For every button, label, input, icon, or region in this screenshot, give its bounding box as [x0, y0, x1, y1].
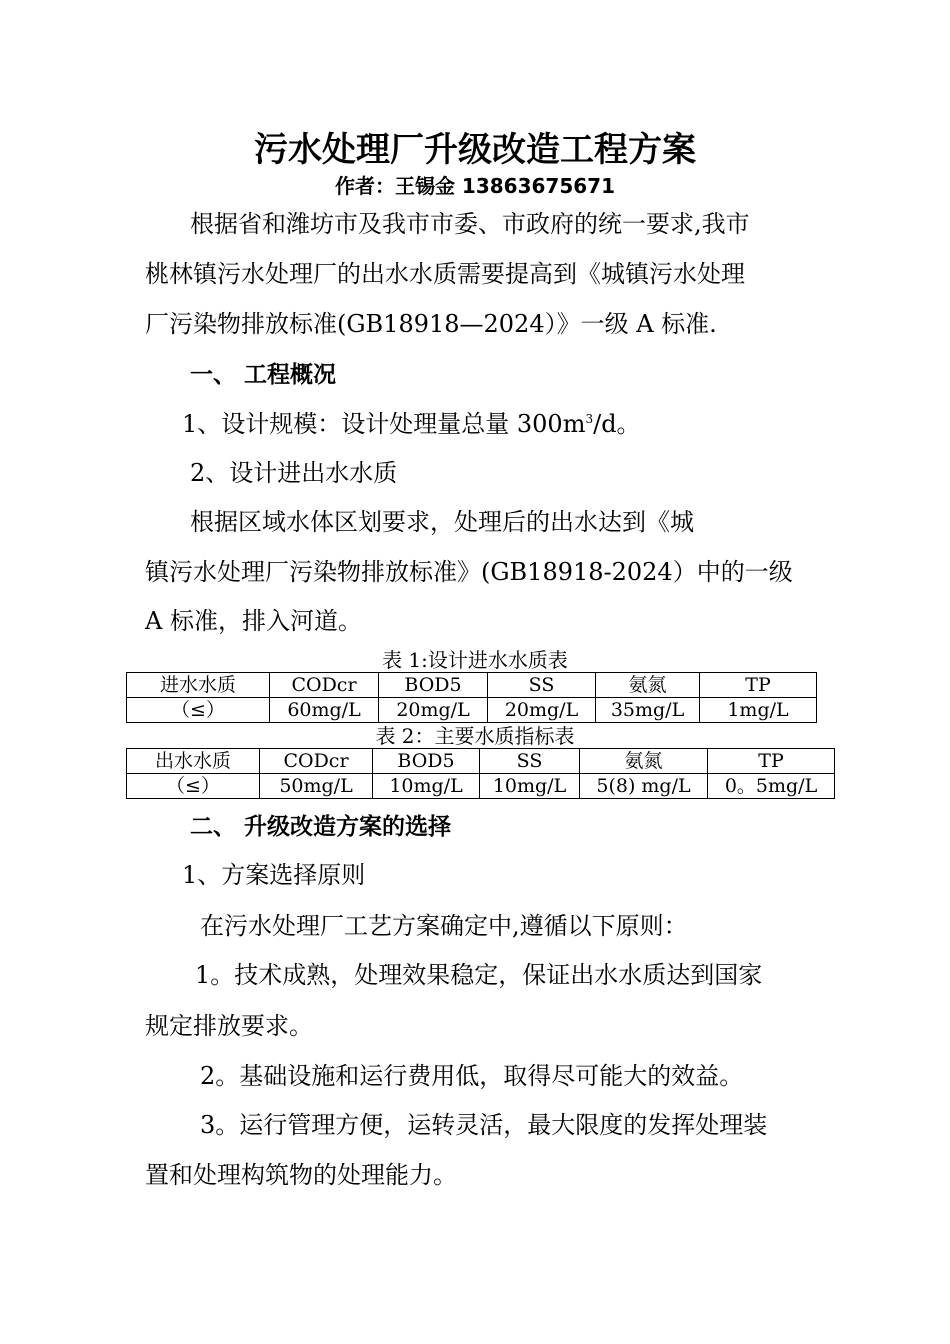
header-cell: 氨氮: [580, 749, 708, 774]
principle-intro: 在污水处理厂工艺方案确定中,遵循以下原则：: [200, 912, 688, 940]
intro-line-1: 根据省和潍坊市及我市市委、市政府的统一要求,我市: [190, 210, 750, 238]
quality-para-line-2: 镇污水处理厂污染物排放标准》(GB18918-2024）中的一级: [145, 558, 793, 586]
section-2-heading: 二、 升级改造方案的选择: [190, 814, 452, 840]
author-line: 作者：王锡金 13863675671: [334, 174, 616, 198]
principle-1-line-1: 1。技术成熟，处理效果稳定，保证出水水质达到国家: [195, 961, 763, 989]
header-cell: 氨氮: [596, 673, 700, 698]
table-1-caption: 表 1:设计进水水质表: [382, 648, 568, 672]
header-cell: TP: [708, 749, 835, 774]
value-cell: 10mg/L: [480, 774, 580, 799]
value-cell: 20mg/L: [488, 698, 596, 723]
value-cell: 20mg/L: [379, 698, 488, 723]
principle-2: 2。基础设施和运行费用低，取得尽可能大的效益。: [200, 1062, 744, 1090]
intro-line-2: 桃林镇污水处理厂的出水水质需要提高到《城镇污水处理: [145, 260, 745, 288]
principle-1-line-2: 规定排放要求。: [145, 1012, 313, 1040]
table-row: [127, 698, 817, 723]
header-cell: CODcr: [260, 749, 373, 774]
design-scale-prefix: 1、设计规模：设计处理量总量 300m: [182, 410, 586, 438]
document-title: 污水处理厂升级改造工程方案: [254, 130, 696, 170]
design-scale-line: [182, 409, 641, 439]
value-cell: 10mg/L: [373, 774, 480, 799]
table-row: [127, 774, 835, 799]
header-cell: CODcr: [270, 673, 379, 698]
selection-principle-item: 1、方案选择原则: [182, 861, 366, 889]
effluent-quality-table: [126, 748, 835, 799]
value-cell: 60mg/L: [270, 698, 379, 723]
header-cell: BOD5: [379, 673, 488, 698]
row-header-cell: （≤）: [127, 698, 270, 723]
row-header-cell: 出水水质: [127, 749, 260, 774]
value-cell: 1mg/L: [700, 698, 817, 723]
value-cell: 0。5mg/L: [708, 774, 835, 799]
principle-3-line-1: 3。运行管理方便，运转灵活，最大限度的发挥处理装: [200, 1111, 768, 1139]
value-cell: 50mg/L: [260, 774, 373, 799]
quality-para-line-3: A 标准，排入河道。: [145, 607, 362, 635]
row-header-cell: （≤）: [127, 774, 260, 799]
principle-3-line-2: 置和处理构筑物的处理能力。: [145, 1161, 457, 1189]
table-2-caption: 表 2：主要水质指标表: [375, 724, 575, 748]
header-cell: SS: [480, 749, 580, 774]
design-water-quality-item: 2、设计进出水水质: [190, 459, 398, 487]
quality-para-line-1: 根据区域水体区划要求，处理后的出水达到《城: [190, 508, 694, 536]
section-1-heading: 一、 工程概况: [190, 362, 337, 388]
intro-line-3: 厂污染物排放标准(GB18918—2024）》一级 A 标准.: [145, 310, 717, 338]
header-cell: TP: [700, 673, 817, 698]
header-cell: BOD5: [373, 749, 480, 774]
design-scale-superscript: 3: [585, 412, 594, 426]
value-cell: 5(8) mg/L: [580, 774, 708, 799]
table-row: [127, 749, 835, 774]
table-row: [127, 673, 817, 698]
row-header-cell: 进水水质: [127, 673, 270, 698]
value-cell: 35mg/L: [596, 698, 700, 723]
design-scale-suffix: /d。: [593, 410, 641, 438]
influent-quality-table: [126, 672, 817, 723]
header-cell: SS: [488, 673, 596, 698]
